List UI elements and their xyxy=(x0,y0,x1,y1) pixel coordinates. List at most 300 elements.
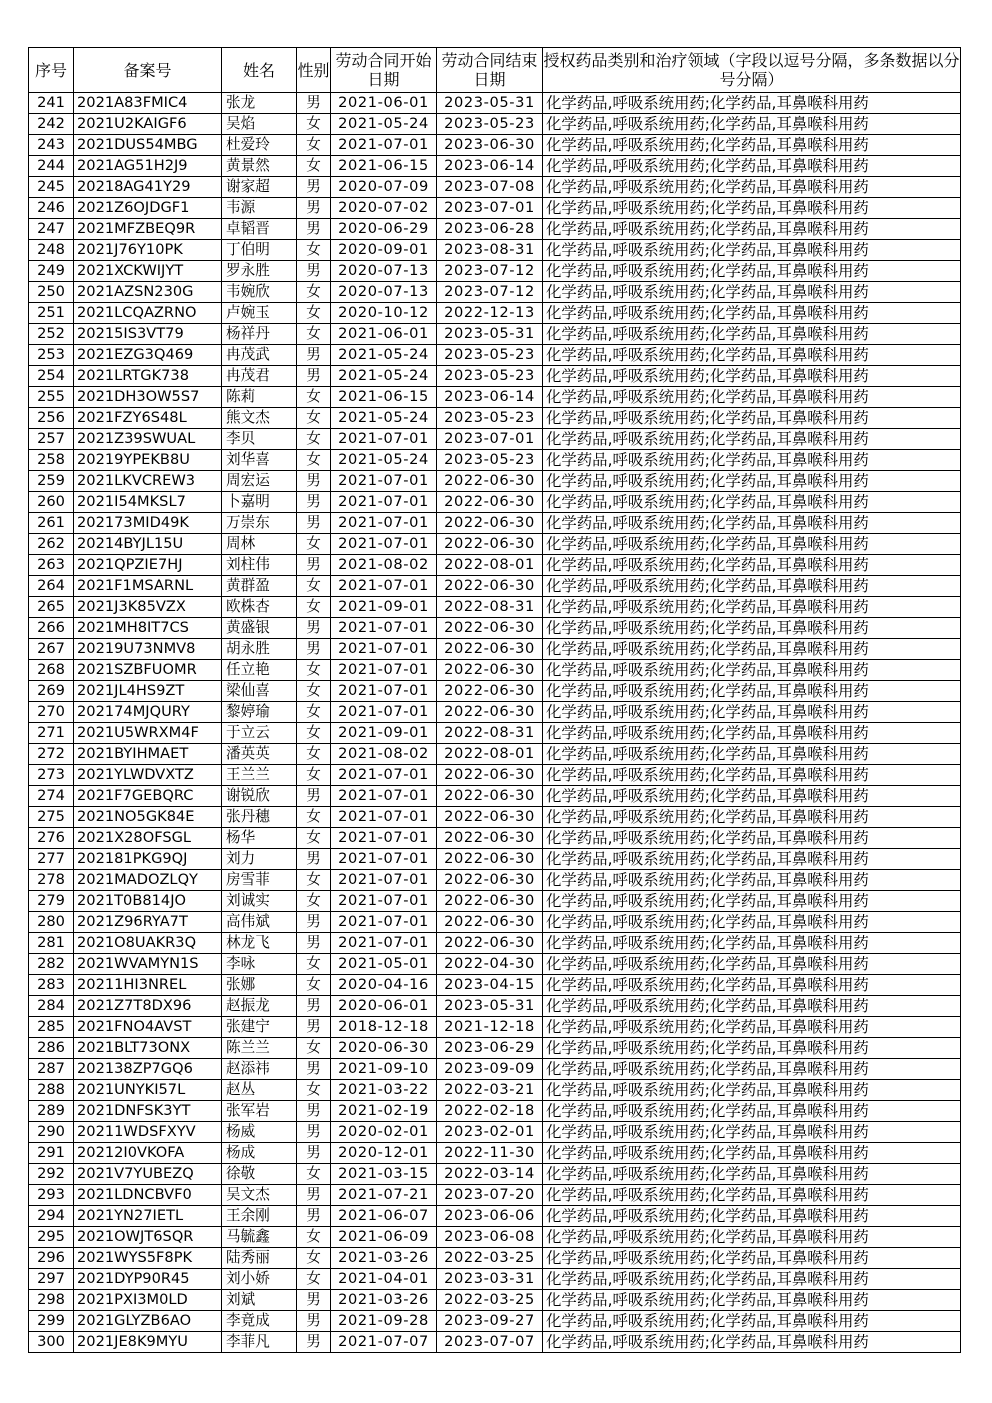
cell-authorized-drugs: 化学药品,呼吸系统用药;化学药品,耳鼻喉科用药 xyxy=(543,429,961,450)
cell-registration-number: 2021U2KAIGF6 xyxy=(74,114,222,135)
cell-gender: 女 xyxy=(297,660,331,681)
cell-contract-start: 2021-07-01 xyxy=(331,135,437,156)
cell-seq: 292 xyxy=(29,1164,74,1185)
cell-registration-number: 2021DUS54MBG xyxy=(74,135,222,156)
registration-table xyxy=(28,47,961,1353)
cell-seq: 250 xyxy=(29,282,74,303)
cell-registration-number: 2021A83FMIC4 xyxy=(74,93,222,114)
cell-name: 房雪菲 xyxy=(222,870,297,891)
cell-registration-number: 2021J3K85VZX xyxy=(74,597,222,618)
table-row xyxy=(29,1059,961,1080)
header-name: 姓名 xyxy=(222,48,297,93)
cell-gender: 男 xyxy=(297,996,331,1017)
cell-seq: 246 xyxy=(29,198,74,219)
cell-seq: 275 xyxy=(29,807,74,828)
cell-name: 卜嘉明 xyxy=(222,492,297,513)
cell-authorized-drugs: 化学药品,呼吸系统用药;化学药品,耳鼻喉科用药 xyxy=(543,408,961,429)
cell-contract-start: 2021-09-10 xyxy=(331,1059,437,1080)
cell-gender: 男 xyxy=(297,1143,331,1164)
table-row xyxy=(29,1080,961,1101)
cell-contract-start: 2021-07-01 xyxy=(331,639,437,660)
cell-name: 李贝 xyxy=(222,429,297,450)
table-row xyxy=(29,1206,961,1227)
cell-name: 李菲凡 xyxy=(222,1332,297,1353)
cell-authorized-drugs: 化学药品,呼吸系统用药;化学药品,耳鼻喉科用药 xyxy=(543,975,961,996)
table-row xyxy=(29,786,961,807)
cell-seq: 247 xyxy=(29,219,74,240)
cell-contract-start: 2021-07-01 xyxy=(331,429,437,450)
cell-gender: 男 xyxy=(297,492,331,513)
cell-name: 王兰兰 xyxy=(222,765,297,786)
cell-contract-start: 2021-07-07 xyxy=(331,1332,437,1353)
cell-contract-start: 2021-07-01 xyxy=(331,849,437,870)
cell-authorized-drugs: 化学药品,呼吸系统用药;化学药品,耳鼻喉科用药 xyxy=(543,261,961,282)
cell-registration-number: 2021YLWDVXTZ xyxy=(74,765,222,786)
cell-contract-start: 2020-12-01 xyxy=(331,1143,437,1164)
cell-contract-start: 2020-06-29 xyxy=(331,219,437,240)
cell-contract-start: 2021-08-02 xyxy=(331,555,437,576)
table-row xyxy=(29,996,961,1017)
cell-contract-end: 2022-08-01 xyxy=(437,744,543,765)
cell-contract-end: 2022-08-31 xyxy=(437,597,543,618)
cell-contract-start: 2021-07-21 xyxy=(331,1185,437,1206)
table-row xyxy=(29,1332,961,1353)
cell-seq: 297 xyxy=(29,1269,74,1290)
cell-registration-number: 2021J76Y10PK xyxy=(74,240,222,261)
cell-registration-number: 2021EZG3Q469 xyxy=(74,345,222,366)
cell-authorized-drugs: 化学药品,呼吸系统用药;化学药品,耳鼻喉科用药 xyxy=(543,828,961,849)
cell-registration-number: 2021T0B814JO xyxy=(74,891,222,912)
cell-authorized-drugs: 化学药品,呼吸系统用药;化学药品,耳鼻喉科用药 xyxy=(543,1059,961,1080)
cell-seq: 294 xyxy=(29,1206,74,1227)
cell-contract-start: 2021-07-01 xyxy=(331,471,437,492)
cell-seq: 260 xyxy=(29,492,74,513)
cell-registration-number: 2021MH8IT7CS xyxy=(74,618,222,639)
cell-contract-end: 2023-06-06 xyxy=(437,1206,543,1227)
cell-seq: 267 xyxy=(29,639,74,660)
cell-gender: 女 xyxy=(297,387,331,408)
cell-registration-number: 2021OWJT6SQR xyxy=(74,1227,222,1248)
cell-contract-start: 2020-07-13 xyxy=(331,261,437,282)
cell-gender: 女 xyxy=(297,1080,331,1101)
cell-contract-start: 2021-08-02 xyxy=(331,744,437,765)
cell-name: 刘诚实 xyxy=(222,891,297,912)
table-row xyxy=(29,660,961,681)
cell-authorized-drugs: 化学药品,呼吸系统用药;化学药品,耳鼻喉科用药 xyxy=(543,1038,961,1059)
cell-contract-end: 2022-06-30 xyxy=(437,933,543,954)
cell-name: 陈莉 xyxy=(222,387,297,408)
cell-gender: 女 xyxy=(297,807,331,828)
cell-seq: 276 xyxy=(29,828,74,849)
cell-authorized-drugs: 化学药品,呼吸系统用药;化学药品,耳鼻喉科用药 xyxy=(543,954,961,975)
header-authorized-drugs: 授权药品类别和治疗领域（字段以逗号分隔，多条数据以分号分隔） xyxy=(543,48,961,93)
cell-contract-end: 2022-06-30 xyxy=(437,639,543,660)
cell-name: 谢锐欣 xyxy=(222,786,297,807)
cell-name: 马毓鑫 xyxy=(222,1227,297,1248)
cell-seq: 242 xyxy=(29,114,74,135)
cell-gender: 男 xyxy=(297,198,331,219)
cell-contract-end: 2023-08-31 xyxy=(437,240,543,261)
cell-contract-start: 2020-07-09 xyxy=(331,177,437,198)
table-row xyxy=(29,513,961,534)
cell-registration-number: 20219YPEKB8U xyxy=(74,450,222,471)
cell-gender: 女 xyxy=(297,702,331,723)
cell-name: 赵丛 xyxy=(222,1080,297,1101)
cell-seq: 281 xyxy=(29,933,74,954)
cell-gender: 女 xyxy=(297,450,331,471)
cell-contract-end: 2022-03-21 xyxy=(437,1080,543,1101)
cell-seq: 254 xyxy=(29,366,74,387)
cell-contract-start: 2021-06-01 xyxy=(331,93,437,114)
cell-authorized-drugs: 化学药品,呼吸系统用药;化学药品,耳鼻喉科用药 xyxy=(543,282,961,303)
cell-seq: 280 xyxy=(29,912,74,933)
cell-authorized-drugs: 化学药品,呼吸系统用药;化学药品,耳鼻喉科用药 xyxy=(543,387,961,408)
cell-authorized-drugs: 化学药品,呼吸系统用药;化学药品,耳鼻喉科用药 xyxy=(543,534,961,555)
cell-gender: 女 xyxy=(297,870,331,891)
table-row xyxy=(29,618,961,639)
table-row xyxy=(29,1185,961,1206)
cell-seq: 252 xyxy=(29,324,74,345)
cell-gender: 男 xyxy=(297,1332,331,1353)
cell-contract-end: 2022-06-30 xyxy=(437,912,543,933)
cell-authorized-drugs: 化学药品,呼吸系统用药;化学药品,耳鼻喉科用药 xyxy=(543,1143,961,1164)
cell-authorized-drugs: 化学药品,呼吸系统用药;化学药品,耳鼻喉科用药 xyxy=(543,324,961,345)
cell-contract-end: 2022-04-30 xyxy=(437,954,543,975)
cell-contract-start: 2021-06-07 xyxy=(331,1206,437,1227)
table-row xyxy=(29,555,961,576)
cell-contract-end: 2022-03-25 xyxy=(437,1290,543,1311)
cell-authorized-drugs: 化学药品,呼吸系统用药;化学药品,耳鼻喉科用药 xyxy=(543,177,961,198)
cell-gender: 男 xyxy=(297,639,331,660)
table-row xyxy=(29,1248,961,1269)
cell-gender: 男 xyxy=(297,933,331,954)
cell-contract-end: 2022-06-30 xyxy=(437,828,543,849)
cell-authorized-drugs: 化学药品,呼吸系统用药;化学药品,耳鼻喉科用药 xyxy=(543,471,961,492)
table-row xyxy=(29,1311,961,1332)
header-gender: 性别 xyxy=(297,48,331,93)
table-row xyxy=(29,597,961,618)
cell-registration-number: 2021Z7T8DX96 xyxy=(74,996,222,1017)
cell-gender: 女 xyxy=(297,114,331,135)
table-row xyxy=(29,681,961,702)
cell-contract-end: 2022-12-13 xyxy=(437,303,543,324)
cell-registration-number: 2021LKVCREW3 xyxy=(74,471,222,492)
cell-contract-start: 2021-07-01 xyxy=(331,807,437,828)
cell-contract-end: 2023-05-23 xyxy=(437,345,543,366)
cell-seq: 253 xyxy=(29,345,74,366)
cell-registration-number: 2021LCQAZRNO xyxy=(74,303,222,324)
table-row xyxy=(29,534,961,555)
cell-name: 杜爱玲 xyxy=(222,135,297,156)
cell-authorized-drugs: 化学药品,呼吸系统用药;化学药品,耳鼻喉科用药 xyxy=(543,240,961,261)
table-row xyxy=(29,282,961,303)
cell-name: 王余刚 xyxy=(222,1206,297,1227)
cell-authorized-drugs: 化学药品,呼吸系统用药;化学药品,耳鼻喉科用药 xyxy=(543,639,961,660)
cell-name: 卢婉玉 xyxy=(222,303,297,324)
cell-authorized-drugs: 化学药品,呼吸系统用药;化学药品,耳鼻喉科用药 xyxy=(543,996,961,1017)
cell-contract-end: 2022-08-01 xyxy=(437,555,543,576)
cell-seq: 261 xyxy=(29,513,74,534)
cell-registration-number: 2021WVAMYN1S xyxy=(74,954,222,975)
table-row xyxy=(29,1143,961,1164)
cell-contract-start: 2021-05-24 xyxy=(331,408,437,429)
cell-seq: 283 xyxy=(29,975,74,996)
cell-seq: 263 xyxy=(29,555,74,576)
cell-contract-start: 2021-07-01 xyxy=(331,786,437,807)
cell-gender: 女 xyxy=(297,408,331,429)
cell-name: 任立艳 xyxy=(222,660,297,681)
table-row xyxy=(29,933,961,954)
header-seq: 序号 xyxy=(29,48,74,93)
cell-gender: 女 xyxy=(297,324,331,345)
cell-gender: 男 xyxy=(297,849,331,870)
header-contract-end: 劳动合同结束日期 xyxy=(437,48,543,93)
cell-registration-number: 2021O8UAKR3Q xyxy=(74,933,222,954)
cell-contract-end: 2022-06-30 xyxy=(437,702,543,723)
cell-contract-end: 2022-06-30 xyxy=(437,513,543,534)
cell-registration-number: 20215IS3VT79 xyxy=(74,324,222,345)
cell-name: 李竟成 xyxy=(222,1311,297,1332)
cell-contract-end: 2022-06-30 xyxy=(437,891,543,912)
cell-seq: 249 xyxy=(29,261,74,282)
cell-name: 张娜 xyxy=(222,975,297,996)
cell-registration-number: 2021I54MKSL7 xyxy=(74,492,222,513)
cell-seq: 268 xyxy=(29,660,74,681)
cell-name: 胡永胜 xyxy=(222,639,297,660)
cell-name: 杨祥丹 xyxy=(222,324,297,345)
cell-name: 高伟斌 xyxy=(222,912,297,933)
cell-seq: 286 xyxy=(29,1038,74,1059)
cell-contract-start: 2020-07-13 xyxy=(331,282,437,303)
cell-authorized-drugs: 化学药品,呼吸系统用药;化学药品,耳鼻喉科用药 xyxy=(543,1080,961,1101)
cell-registration-number: 2021YN27IETL xyxy=(74,1206,222,1227)
cell-authorized-drugs: 化学药品,呼吸系统用药;化学药品,耳鼻喉科用药 xyxy=(543,303,961,324)
cell-name: 吴文杰 xyxy=(222,1185,297,1206)
cell-contract-start: 2018-12-18 xyxy=(331,1017,437,1038)
cell-registration-number: 2021Z39SWUAL xyxy=(74,429,222,450)
cell-gender: 男 xyxy=(297,1206,331,1227)
table-row xyxy=(29,639,961,660)
cell-name: 潘英英 xyxy=(222,744,297,765)
cell-name: 冉茂君 xyxy=(222,366,297,387)
cell-authorized-drugs: 化学药品,呼吸系统用药;化学药品,耳鼻喉科用药 xyxy=(543,114,961,135)
cell-authorized-drugs: 化学药品,呼吸系统用药;化学药品,耳鼻喉科用药 xyxy=(543,1101,961,1122)
cell-registration-number: 2021F1MSARNL xyxy=(74,576,222,597)
cell-registration-number: 20211WDSFXYV xyxy=(74,1122,222,1143)
cell-contract-end: 2023-05-23 xyxy=(437,450,543,471)
cell-registration-number: 2021BYIHMAET xyxy=(74,744,222,765)
cell-contract-start: 2021-07-01 xyxy=(331,681,437,702)
cell-name: 周林 xyxy=(222,534,297,555)
cell-contract-end: 2022-06-30 xyxy=(437,807,543,828)
cell-authorized-drugs: 化学药品,呼吸系统用药;化学药品,耳鼻喉科用药 xyxy=(543,933,961,954)
cell-contract-end: 2023-09-09 xyxy=(437,1059,543,1080)
table-row xyxy=(29,1038,961,1059)
cell-name: 赵振龙 xyxy=(222,996,297,1017)
cell-seq: 256 xyxy=(29,408,74,429)
cell-seq: 265 xyxy=(29,597,74,618)
cell-seq: 273 xyxy=(29,765,74,786)
cell-gender: 女 xyxy=(297,954,331,975)
cell-gender: 女 xyxy=(297,681,331,702)
cell-contract-end: 2022-06-30 xyxy=(437,786,543,807)
cell-authorized-drugs: 化学药品,呼吸系统用药;化学药品,耳鼻喉科用药 xyxy=(543,1206,961,1227)
cell-name: 刘小娇 xyxy=(222,1269,297,1290)
cell-contract-start: 2021-07-01 xyxy=(331,702,437,723)
cell-gender: 男 xyxy=(297,555,331,576)
cell-gender: 男 xyxy=(297,1059,331,1080)
table-row xyxy=(29,849,961,870)
cell-contract-end: 2023-05-31 xyxy=(437,93,543,114)
cell-contract-end: 2023-06-14 xyxy=(437,156,543,177)
cell-contract-end: 2023-07-01 xyxy=(437,429,543,450)
table-row xyxy=(29,1017,961,1038)
cell-authorized-drugs: 化学药品,呼吸系统用药;化学药品,耳鼻喉科用药 xyxy=(543,1164,961,1185)
cell-gender: 男 xyxy=(297,471,331,492)
cell-contract-end: 2023-06-29 xyxy=(437,1038,543,1059)
cell-gender: 女 xyxy=(297,1227,331,1248)
cell-seq: 262 xyxy=(29,534,74,555)
cell-authorized-drugs: 化学药品,呼吸系统用药;化学药品,耳鼻喉科用药 xyxy=(543,555,961,576)
cell-contract-start: 2021-07-01 xyxy=(331,618,437,639)
cell-authorized-drugs: 化学药品,呼吸系统用药;化学药品,耳鼻喉科用药 xyxy=(543,345,961,366)
cell-contract-end: 2022-06-30 xyxy=(437,765,543,786)
table-row xyxy=(29,261,961,282)
cell-authorized-drugs: 化学药品,呼吸系统用药;化学药品,耳鼻喉科用药 xyxy=(543,660,961,681)
cell-contract-end: 2023-04-15 xyxy=(437,975,543,996)
cell-gender: 女 xyxy=(297,744,331,765)
cell-gender: 男 xyxy=(297,1185,331,1206)
cell-gender: 男 xyxy=(297,1101,331,1122)
cell-contract-start: 2021-07-01 xyxy=(331,576,437,597)
table-row xyxy=(29,345,961,366)
cell-registration-number: 2021AZSN230G xyxy=(74,282,222,303)
cell-contract-end: 2023-03-31 xyxy=(437,1269,543,1290)
cell-authorized-drugs: 化学药品,呼吸系统用药;化学药品,耳鼻喉科用药 xyxy=(543,1269,961,1290)
cell-contract-end: 2022-06-30 xyxy=(437,681,543,702)
cell-authorized-drugs: 化学药品,呼吸系统用药;化学药品,耳鼻喉科用药 xyxy=(543,618,961,639)
cell-contract-start: 2021-07-01 xyxy=(331,492,437,513)
cell-seq: 272 xyxy=(29,744,74,765)
table-row xyxy=(29,1164,961,1185)
cell-name: 杨华 xyxy=(222,828,297,849)
cell-authorized-drugs: 化学药品,呼吸系统用药;化学药品,耳鼻喉科用药 xyxy=(543,450,961,471)
table-row xyxy=(29,744,961,765)
cell-name: 陈兰兰 xyxy=(222,1038,297,1059)
cell-authorized-drugs: 化学药品,呼吸系统用药;化学药品,耳鼻喉科用药 xyxy=(543,135,961,156)
cell-seq: 284 xyxy=(29,996,74,1017)
cell-authorized-drugs: 化学药品,呼吸系统用药;化学药品,耳鼻喉科用药 xyxy=(543,1332,961,1353)
cell-contract-start: 2021-02-19 xyxy=(331,1101,437,1122)
cell-name: 丁伯明 xyxy=(222,240,297,261)
table-row xyxy=(29,765,961,786)
table-row xyxy=(29,177,961,198)
cell-gender: 男 xyxy=(297,786,331,807)
cell-authorized-drugs: 化学药品,呼吸系统用药;化学药品,耳鼻喉科用药 xyxy=(543,513,961,534)
cell-name: 张建宁 xyxy=(222,1017,297,1038)
cell-gender: 男 xyxy=(297,261,331,282)
cell-gender: 女 xyxy=(297,1164,331,1185)
cell-contract-start: 2021-04-01 xyxy=(331,1269,437,1290)
cell-gender: 女 xyxy=(297,975,331,996)
cell-registration-number: 202174MJQURY xyxy=(74,702,222,723)
cell-contract-end: 2023-06-28 xyxy=(437,219,543,240)
cell-seq: 257 xyxy=(29,429,74,450)
cell-registration-number: 2021JL4HS9ZT xyxy=(74,681,222,702)
cell-contract-end: 2022-06-30 xyxy=(437,576,543,597)
cell-contract-end: 2022-11-30 xyxy=(437,1143,543,1164)
cell-contract-end: 2023-07-12 xyxy=(437,261,543,282)
cell-contract-start: 2021-05-24 xyxy=(331,345,437,366)
table-row xyxy=(29,576,961,597)
cell-name: 杨威 xyxy=(222,1122,297,1143)
cell-authorized-drugs: 化学药品,呼吸系统用药;化学药品,耳鼻喉科用药 xyxy=(543,1311,961,1332)
cell-contract-start: 2020-07-02 xyxy=(331,198,437,219)
cell-name: 熊文杰 xyxy=(222,408,297,429)
cell-contract-start: 2021-06-09 xyxy=(331,1227,437,1248)
cell-name: 黄景然 xyxy=(222,156,297,177)
cell-authorized-drugs: 化学药品,呼吸系统用药;化学药品,耳鼻喉科用药 xyxy=(543,198,961,219)
cell-contract-end: 2023-07-07 xyxy=(437,1332,543,1353)
table-row xyxy=(29,135,961,156)
cell-gender: 女 xyxy=(297,135,331,156)
cell-contract-end: 2023-07-01 xyxy=(437,198,543,219)
cell-gender: 女 xyxy=(297,534,331,555)
table-row xyxy=(29,1269,961,1290)
cell-seq: 293 xyxy=(29,1185,74,1206)
table-row xyxy=(29,324,961,345)
cell-authorized-drugs: 化学药品,呼吸系统用药;化学药品,耳鼻喉科用药 xyxy=(543,366,961,387)
cell-contract-end: 2023-09-27 xyxy=(437,1311,543,1332)
cell-seq: 271 xyxy=(29,723,74,744)
cell-seq: 269 xyxy=(29,681,74,702)
cell-authorized-drugs: 化学药品,呼吸系统用药;化学药品,耳鼻喉科用药 xyxy=(543,723,961,744)
table-row xyxy=(29,1122,961,1143)
cell-contract-end: 2023-07-08 xyxy=(437,177,543,198)
table-row xyxy=(29,702,961,723)
cell-contract-end: 2022-02-18 xyxy=(437,1101,543,1122)
cell-name: 黄群盈 xyxy=(222,576,297,597)
cell-registration-number: 2021F7GEBQRC xyxy=(74,786,222,807)
cell-authorized-drugs: 化学药品,呼吸系统用药;化学药品,耳鼻喉科用药 xyxy=(543,492,961,513)
cell-registration-number: 20218AG41Y29 xyxy=(74,177,222,198)
cell-contract-start: 2021-07-01 xyxy=(331,933,437,954)
cell-contract-start: 2021-06-01 xyxy=(331,324,437,345)
cell-gender: 女 xyxy=(297,891,331,912)
cell-seq: 251 xyxy=(29,303,74,324)
header-registration-number: 备案号 xyxy=(74,48,222,93)
cell-registration-number: 202173MID49K xyxy=(74,513,222,534)
cell-contract-end: 2022-08-31 xyxy=(437,723,543,744)
cell-gender: 男 xyxy=(297,1290,331,1311)
cell-seq: 296 xyxy=(29,1248,74,1269)
cell-contract-end: 2022-03-25 xyxy=(437,1248,543,1269)
cell-contract-end: 2022-06-30 xyxy=(437,471,543,492)
cell-name: 欧株杏 xyxy=(222,597,297,618)
cell-registration-number: 2021JE8K9MYU xyxy=(74,1332,222,1353)
cell-registration-number: 2021DYP90R45 xyxy=(74,1269,222,1290)
table-row xyxy=(29,471,961,492)
cell-authorized-drugs: 化学药品,呼吸系统用药;化学药品,耳鼻喉科用药 xyxy=(543,576,961,597)
cell-contract-start: 2021-07-01 xyxy=(331,513,437,534)
cell-registration-number: 2021LDNCBVF0 xyxy=(74,1185,222,1206)
cell-contract-end: 2023-07-20 xyxy=(437,1185,543,1206)
cell-registration-number: 2021BLT73ONX xyxy=(74,1038,222,1059)
cell-contract-end: 2023-07-12 xyxy=(437,282,543,303)
cell-seq: 274 xyxy=(29,786,74,807)
cell-gender: 男 xyxy=(297,345,331,366)
cell-name: 韦婉欣 xyxy=(222,282,297,303)
